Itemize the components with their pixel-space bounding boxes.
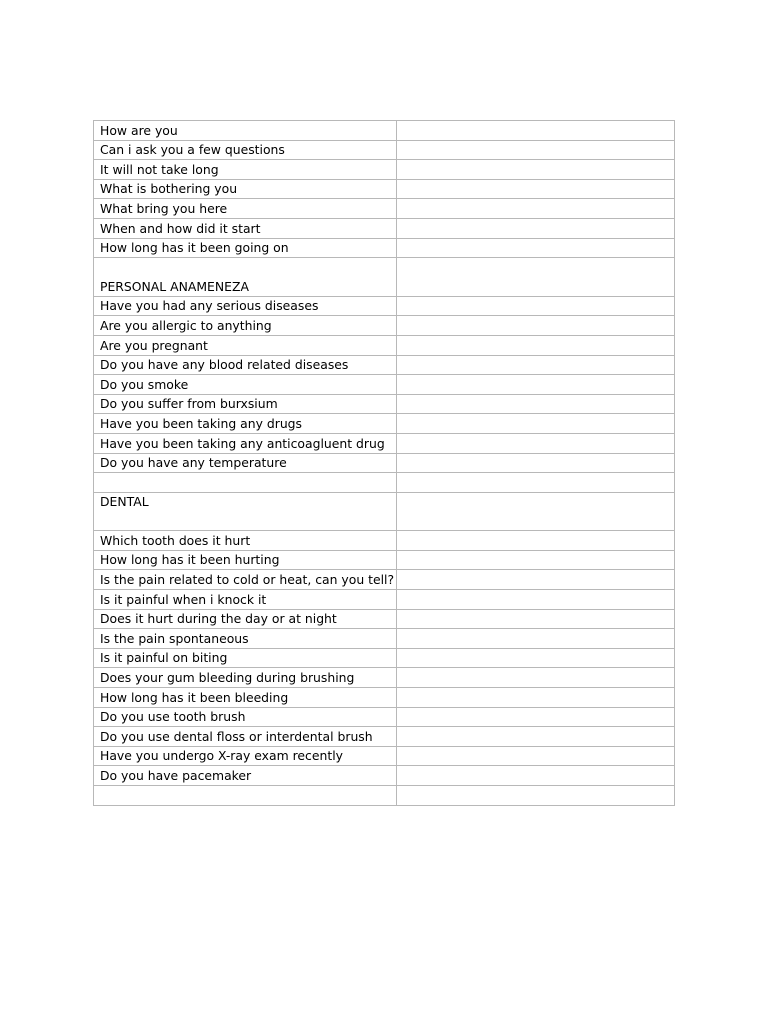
answer-cell[interactable]	[397, 218, 675, 238]
table-row	[94, 609, 675, 629]
question-cell: How long has it been going on	[94, 238, 397, 258]
question-cell: What is bothering you	[94, 179, 397, 199]
question-cell	[94, 786, 397, 806]
table-row	[94, 531, 675, 551]
question-cell: Do you smoke	[94, 375, 397, 395]
question-cell: Do you use tooth brush	[94, 707, 397, 727]
answer-cell[interactable]	[397, 238, 675, 258]
answer-cell[interactable]	[397, 727, 675, 747]
table-row	[94, 296, 675, 316]
question-cell: Have you undergo X-ray exam recently	[94, 746, 397, 766]
table-row	[94, 629, 675, 649]
table-row	[94, 766, 675, 786]
answer-cell[interactable]	[397, 473, 675, 493]
answer-cell[interactable]	[397, 160, 675, 180]
table-row	[94, 394, 675, 414]
answer-cell[interactable]	[397, 766, 675, 786]
table-row	[94, 550, 675, 570]
answer-cell[interactable]	[397, 707, 675, 727]
question-cell: Have you been taking any anticoagluent drug	[94, 433, 397, 453]
question-cell: How long has it been bleeding	[94, 688, 397, 708]
question-cell: Is the pain related to cold or heat, can you tell?	[94, 570, 397, 590]
section-header-row	[94, 492, 675, 531]
table-row	[94, 316, 675, 336]
table-row	[94, 140, 675, 160]
answer-cell[interactable]	[397, 786, 675, 806]
answer-cell[interactable]	[397, 394, 675, 414]
answer-cell[interactable]	[397, 355, 675, 375]
answer-cell[interactable]	[397, 629, 675, 649]
answer-cell[interactable]	[397, 335, 675, 355]
question-cell: Have you had any serious diseases	[94, 296, 397, 316]
question-cell: Are you pregnant	[94, 335, 397, 355]
table-row	[94, 375, 675, 395]
question-cell: Do you have pacemaker	[94, 766, 397, 786]
table-row	[94, 590, 675, 610]
answer-cell[interactable]	[397, 140, 675, 160]
section-header-row	[94, 258, 675, 297]
table-row	[94, 668, 675, 688]
table-row	[94, 414, 675, 434]
answer-cell[interactable]	[397, 296, 675, 316]
section-title-cell: DENTAL	[94, 492, 397, 531]
table-row	[94, 121, 675, 141]
answer-cell[interactable]	[397, 433, 675, 453]
answer-cell[interactable]	[397, 199, 675, 219]
answer-cell[interactable]	[397, 316, 675, 336]
question-sheet	[93, 120, 675, 806]
table-row	[94, 199, 675, 219]
question-cell: When and how did it start	[94, 218, 397, 238]
question-cell: Does your gum bleeding during brushing	[94, 668, 397, 688]
table-row	[94, 570, 675, 590]
answer-cell[interactable]	[397, 414, 675, 434]
question-cell: What bring you here	[94, 199, 397, 219]
table-row	[94, 238, 675, 258]
answer-cell[interactable]	[397, 648, 675, 668]
question-cell: How are you	[94, 121, 397, 141]
question-cell	[94, 473, 397, 493]
answer-cell[interactable]	[397, 590, 675, 610]
question-cell: Can i ask you a few questions	[94, 140, 397, 160]
question-table	[93, 120, 675, 806]
question-cell: Do you suffer from burxsium	[94, 394, 397, 414]
question-cell: Do you have any blood related diseases	[94, 355, 397, 375]
question-table-body	[94, 121, 675, 806]
table-row	[94, 453, 675, 473]
table-row	[94, 179, 675, 199]
question-cell: Does it hurt during the day or at night	[94, 609, 397, 629]
answer-cell[interactable]	[397, 453, 675, 473]
question-cell: Is it painful when i knock it	[94, 590, 397, 610]
table-row	[94, 335, 675, 355]
answer-cell[interactable]	[397, 258, 675, 297]
question-cell: Have you been taking any drugs	[94, 414, 397, 434]
question-cell: Which tooth does it hurt	[94, 531, 397, 551]
answer-cell[interactable]	[397, 531, 675, 551]
question-cell: Is the pain spontaneous	[94, 629, 397, 649]
answer-cell[interactable]	[397, 179, 675, 199]
question-cell: Are you allergic to anything	[94, 316, 397, 336]
question-cell: Do you use dental floss or interdental brush	[94, 727, 397, 747]
question-cell: How long has it been hurting	[94, 550, 397, 570]
answer-cell[interactable]	[397, 121, 675, 141]
answer-cell[interactable]	[397, 492, 675, 531]
question-cell: Do you have any temperature	[94, 453, 397, 473]
table-row	[94, 218, 675, 238]
question-cell: Is it painful on biting	[94, 648, 397, 668]
table-row	[94, 433, 675, 453]
answer-cell[interactable]	[397, 746, 675, 766]
answer-cell[interactable]	[397, 550, 675, 570]
answer-cell[interactable]	[397, 570, 675, 590]
table-row	[94, 707, 675, 727]
section-title-cell: PERSONAL ANAMENEZA	[94, 258, 397, 297]
question-cell: It will not take long	[94, 160, 397, 180]
answer-cell[interactable]	[397, 375, 675, 395]
answer-cell[interactable]	[397, 688, 675, 708]
answer-cell[interactable]	[397, 668, 675, 688]
table-row	[94, 473, 675, 493]
answer-cell[interactable]	[397, 609, 675, 629]
table-row	[94, 648, 675, 668]
table-row	[94, 688, 675, 708]
table-row	[94, 746, 675, 766]
table-row	[94, 160, 675, 180]
table-row	[94, 786, 675, 806]
table-row	[94, 355, 675, 375]
table-row	[94, 727, 675, 747]
